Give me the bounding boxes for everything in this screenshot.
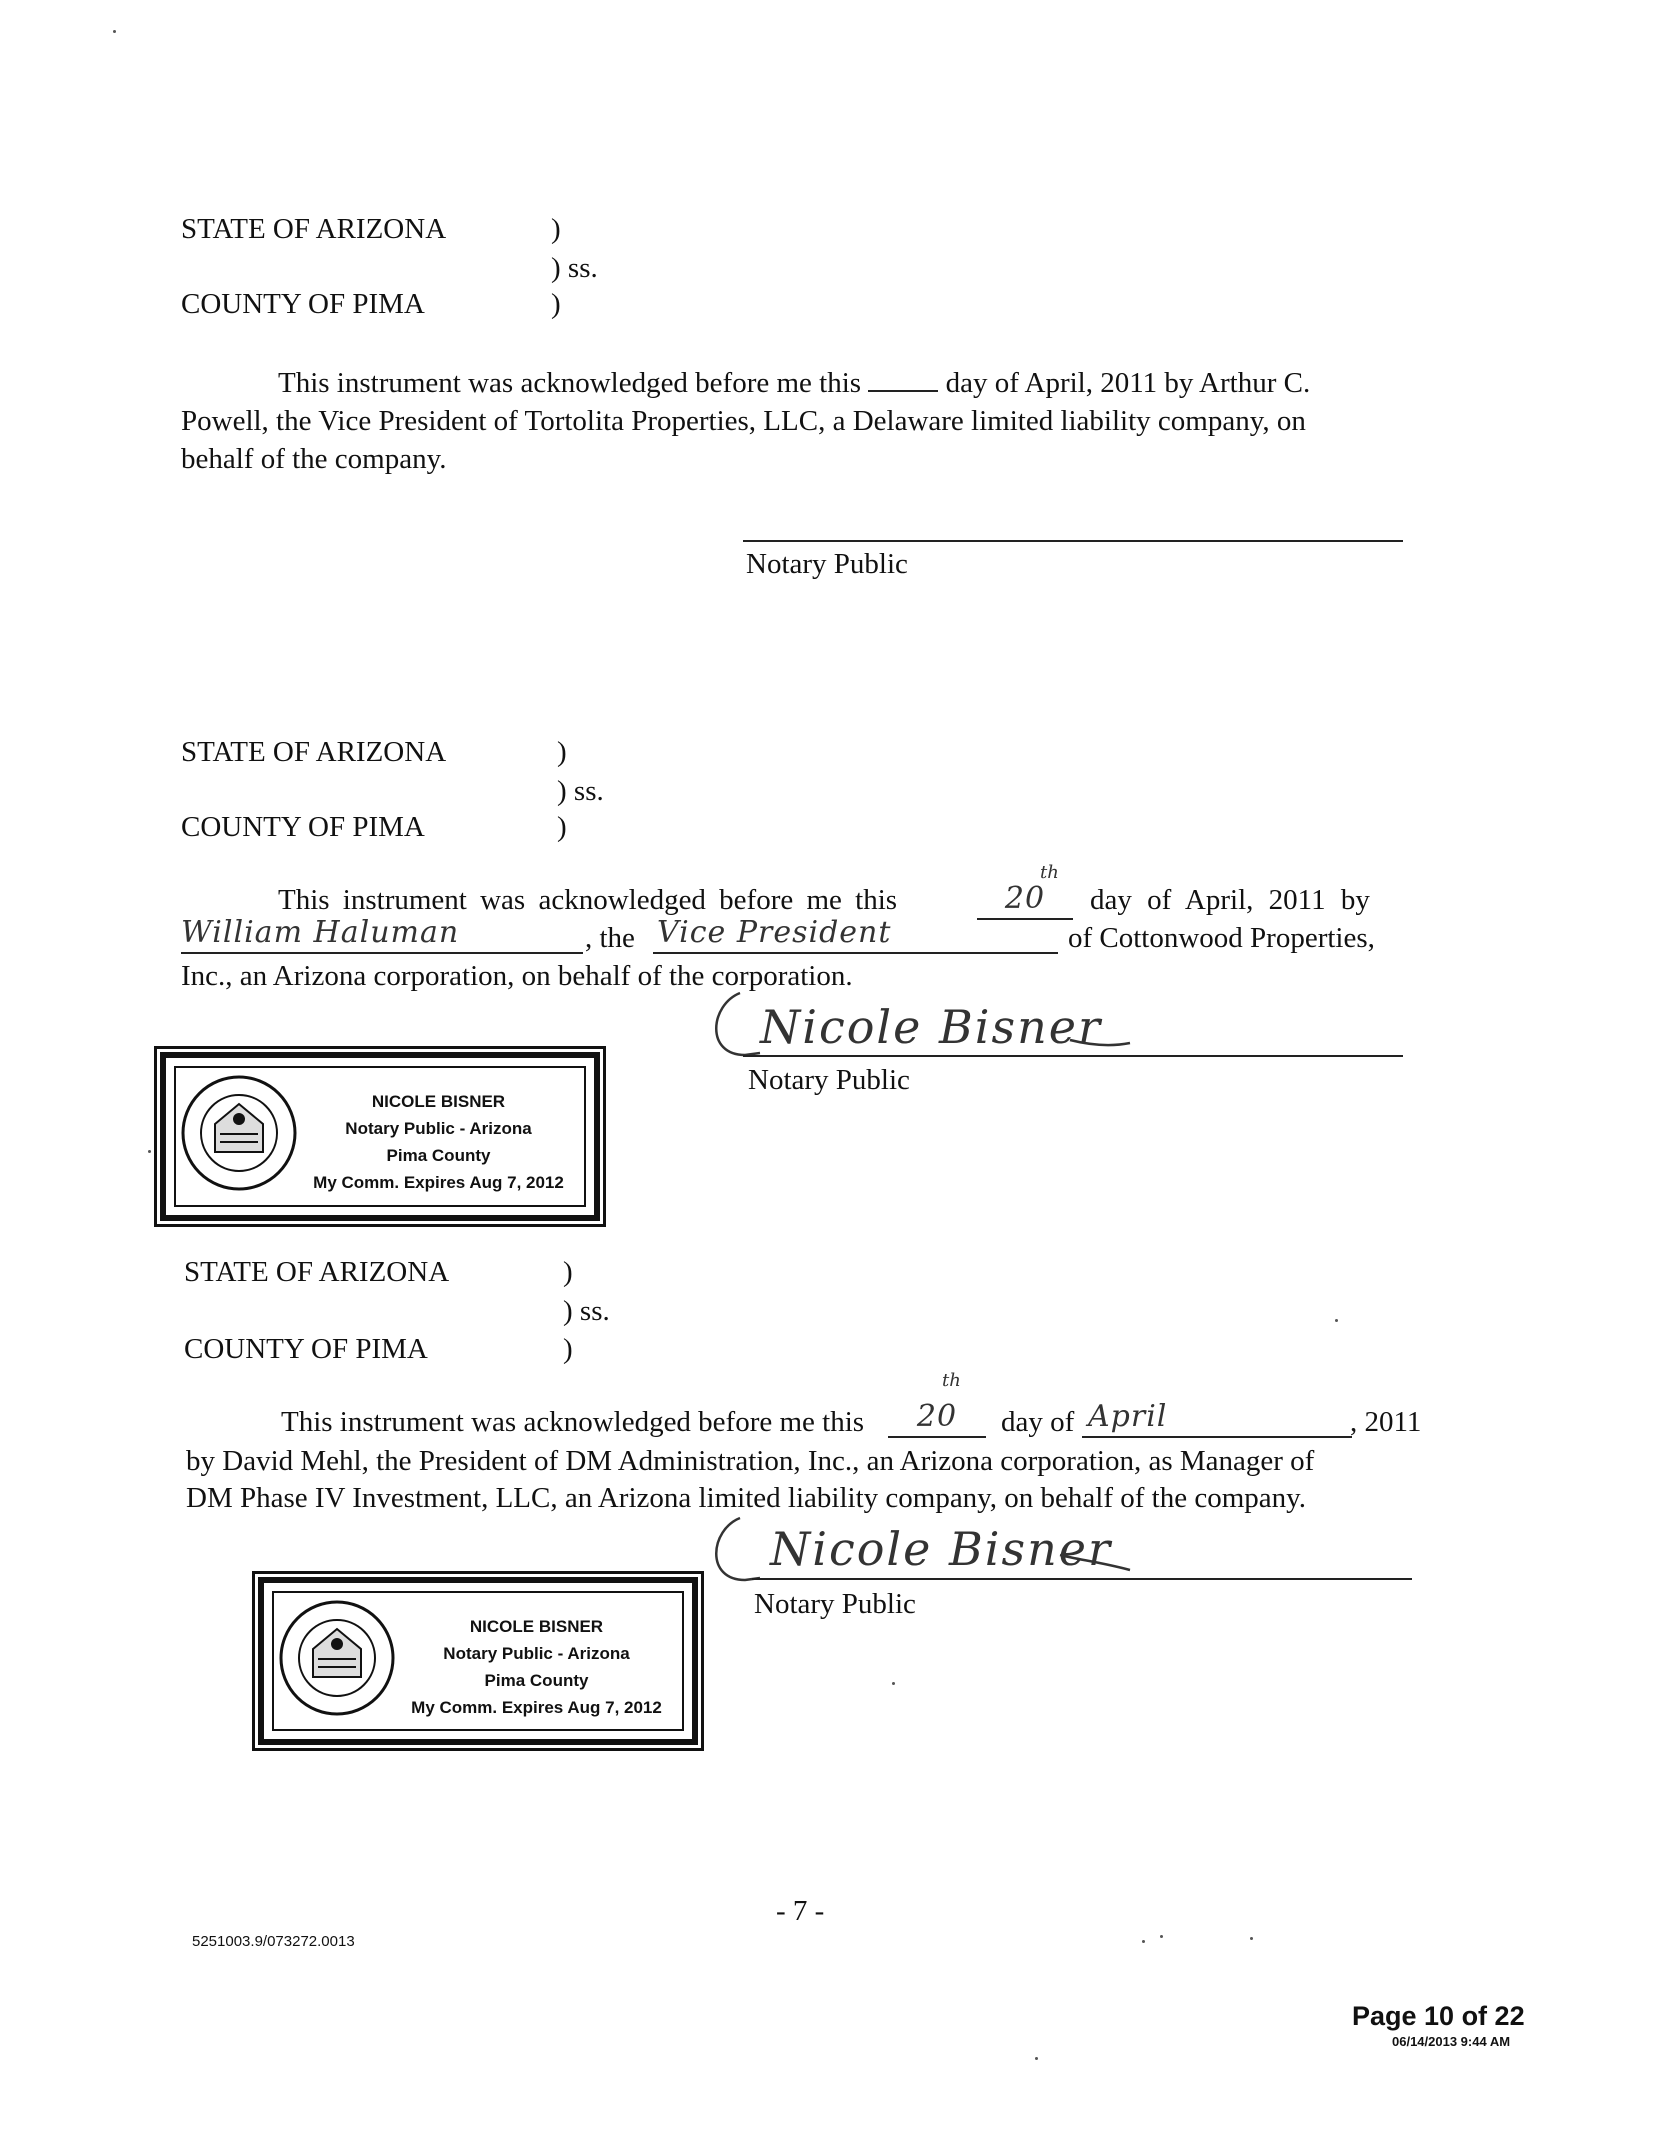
text-run: day of April, 2011 by Arthur C.: [945, 367, 1311, 399]
paren: ): [551, 213, 561, 245]
county-label: COUNTY OF PIMA: [181, 811, 425, 843]
text-line: Powell, the Vice President of Tortolita Properties, LLC, a Delaware limited liability company, on: [181, 405, 1306, 437]
stamp-title: Notary Public - Arizona: [443, 1644, 630, 1663]
handwritten-day-suffix: th: [1040, 862, 1059, 883]
text-run: This instrument was acknowledged before me this: [278, 884, 898, 916]
stamp-text: [394, 1613, 679, 1721]
text-run: of Cottonwood Properties,: [1068, 922, 1375, 954]
ss-label: ) ss.: [563, 1295, 610, 1327]
scan-speck: [1160, 1935, 1163, 1938]
handwritten-title: Vice President: [657, 915, 892, 950]
name-blank: [181, 915, 583, 954]
arizona-seal-icon: [278, 1599, 396, 1717]
text-run: This instrument was acknowledged before me this: [281, 1406, 865, 1438]
text-line: DM Phase IV Investment, LLC, an Arizona limited liability company, on behalf of the company.: [186, 1482, 1307, 1514]
signature-line: [752, 1578, 1412, 1580]
notary-signature: [700, 985, 1160, 1065]
paren: ): [557, 736, 567, 768]
text-run: day of: [1001, 1406, 1075, 1438]
stamp-county: Pima County: [484, 1671, 589, 1690]
signature-text: Nicole Bisner: [770, 1522, 1112, 1576]
notary-public-label: Notary Public: [746, 548, 908, 580]
scan-speck: [1250, 1937, 1253, 1940]
day-blank: [888, 1399, 986, 1438]
scan-speck: [1142, 1940, 1145, 1943]
arizona-seal-icon: [180, 1074, 298, 1192]
handwritten-month: April: [1088, 1399, 1168, 1434]
text-line: Inc., an Arizona corporation, on behalf of the corporation.: [181, 960, 853, 992]
signature-line: [743, 1055, 1403, 1057]
page-count: Page 10 of 22: [1352, 2001, 1525, 2031]
paren: ): [557, 811, 567, 843]
ss-label: ) ss.: [557, 775, 604, 807]
notary-public-label: Notary Public: [754, 1588, 916, 1620]
text-line: behalf of the company.: [181, 443, 447, 475]
stamp-name: NICOLE BISNER: [469, 1617, 604, 1636]
signature-line: [743, 540, 1403, 542]
state-label: STATE OF ARIZONA: [181, 213, 447, 245]
acknowledgment-paragraph: [181, 360, 1310, 478]
text-run: , 2011: [1350, 1406, 1422, 1438]
recorded-timestamp: 06/14/2013 9:44 AM: [1392, 2034, 1511, 2049]
paren: ): [551, 288, 561, 320]
scan-speck: [1035, 2057, 1038, 2060]
paren: ): [563, 1333, 573, 1365]
stamp-name: NICOLE BISNER: [371, 1092, 506, 1111]
text-run: This instrument was acknowledged before me this: [278, 367, 862, 399]
state-label: STATE OF ARIZONA: [184, 1256, 450, 1288]
title-blank: [653, 915, 1058, 954]
scan-speck: [1335, 1319, 1338, 1322]
text-line: by David Mehl, the President of DM Administration, Inc., an Arizona corporation, as Manager of: [186, 1445, 1315, 1477]
handwritten-day: 20: [1004, 881, 1046, 916]
scan-speck: [113, 30, 116, 33]
stamp-text: [296, 1088, 581, 1196]
text-run: day of April, 2011 by: [1090, 884, 1370, 916]
notary-stamp: [160, 1052, 600, 1221]
stamp-county: Pima County: [386, 1146, 491, 1165]
document-id: 5251003.9/073272.0013: [192, 1933, 355, 1950]
scan-speck: [892, 1682, 895, 1685]
ss-label: ) ss.: [551, 252, 598, 284]
county-label: COUNTY OF PIMA: [184, 1333, 428, 1365]
stamp-title: Notary Public - Arizona: [345, 1119, 532, 1138]
handwritten-day: 20: [916, 1399, 958, 1434]
stamp-expires: My Comm. Expires Aug 7, 2012: [313, 1173, 564, 1192]
day-blank: [868, 360, 938, 392]
paren: ): [563, 1256, 573, 1288]
handwritten-day-suffix: th: [942, 1370, 961, 1391]
notary-stamp: [258, 1577, 698, 1745]
state-label: STATE OF ARIZONA: [181, 736, 447, 768]
month-blank: [1082, 1399, 1352, 1438]
text-run: , the: [585, 922, 635, 954]
page-marker: - 7 -: [776, 1895, 825, 1927]
stamp-expires: My Comm. Expires Aug 7, 2012: [411, 1698, 662, 1717]
notary-public-label: Notary Public: [748, 1064, 910, 1096]
handwritten-name: William Haluman: [181, 915, 460, 950]
signature-text: Nicole Bisner: [760, 1000, 1102, 1054]
county-label: COUNTY OF PIMA: [181, 288, 425, 320]
scan-speck: [148, 1150, 151, 1153]
